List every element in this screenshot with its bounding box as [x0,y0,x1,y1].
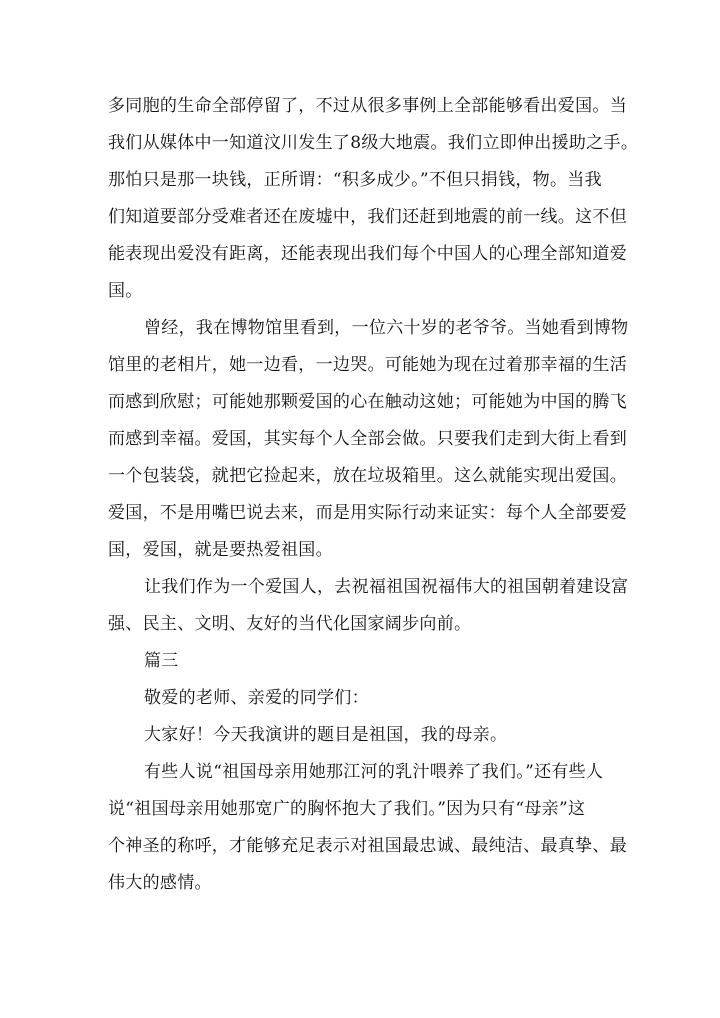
text-line: 曾经，我在博物馆里看到，一位六十岁的老爷爷。当她看到博物 [144,318,629,338]
text-line: 让我们作为一个爱国人，去祝福祖国祝福伟大的祖国朝着建设富 [144,577,629,597]
text-line: 国，爱国，就是要热爱祖国。 [108,540,333,560]
document-body [108,88,639,902]
text-line: 有些人说“祖国母亲用她那江河的乳汁喂养了我们。”还有些人 [144,762,604,782]
text-line: 大家好！今天我演讲的题目是祖国，我的母亲。 [144,725,508,745]
text-line: 多同胞的生命全部停留了，不过从很多事例上全部能够看出爱国。当 [108,96,627,116]
text-line: 国。 [108,281,143,301]
text-line: 敬爱的老师、亲爱的同学们： [144,688,369,708]
text-line: 篇三 [144,651,179,671]
text-line: 伟大的感情。 [108,873,212,893]
text-line: 个神圣的称呼，才能够充足表示对祖国最忠诚、最纯洁、最真挚、最 [108,836,627,856]
text-line: 那怕只是那一块钱，正所谓：“积多成少。”不但只捐钱，物。当我 [108,170,602,190]
text-line: 说“祖国母亲用她那宽广的胸怀抱大了我们。”因为只有“母亲”这 [108,799,586,819]
text-line: 强、民主、文明、友好的当代化国家阔步向前。 [108,614,472,634]
text-line: 爱国，不是用嘴巴说去来，而是用实际行动来证实：每个人全部要爱 [108,503,627,523]
text-line: 而感到幸福。爱国，其实每个人全部会做。只要我们走到大街上看到 [108,429,627,449]
text-line: 馆里的老相片，她一边看，一边哭。可能她为现在过着那幸福的生活 [108,355,627,375]
text-line: 一个包装袋，就把它捡起来，放在垃圾箱里。这么就能实现出爱国。 [108,466,627,486]
text-line: 们知道要部分受难者还在废墟中，我们还赶到地震的前一线。这不但 [108,207,627,227]
text-line: 我们从媒体中一知道汶川发生了8级大地震。我们立即伸出援助之手。 [108,133,639,153]
text-line: 能表现出爱没有距离，还能表现出我们每个中国人的心理全部知道爱 [108,244,627,264]
text-line: 而感到欣慰；可能她那颗爱国的心在触动这她；可能她为中国的腾飞 [108,392,627,412]
